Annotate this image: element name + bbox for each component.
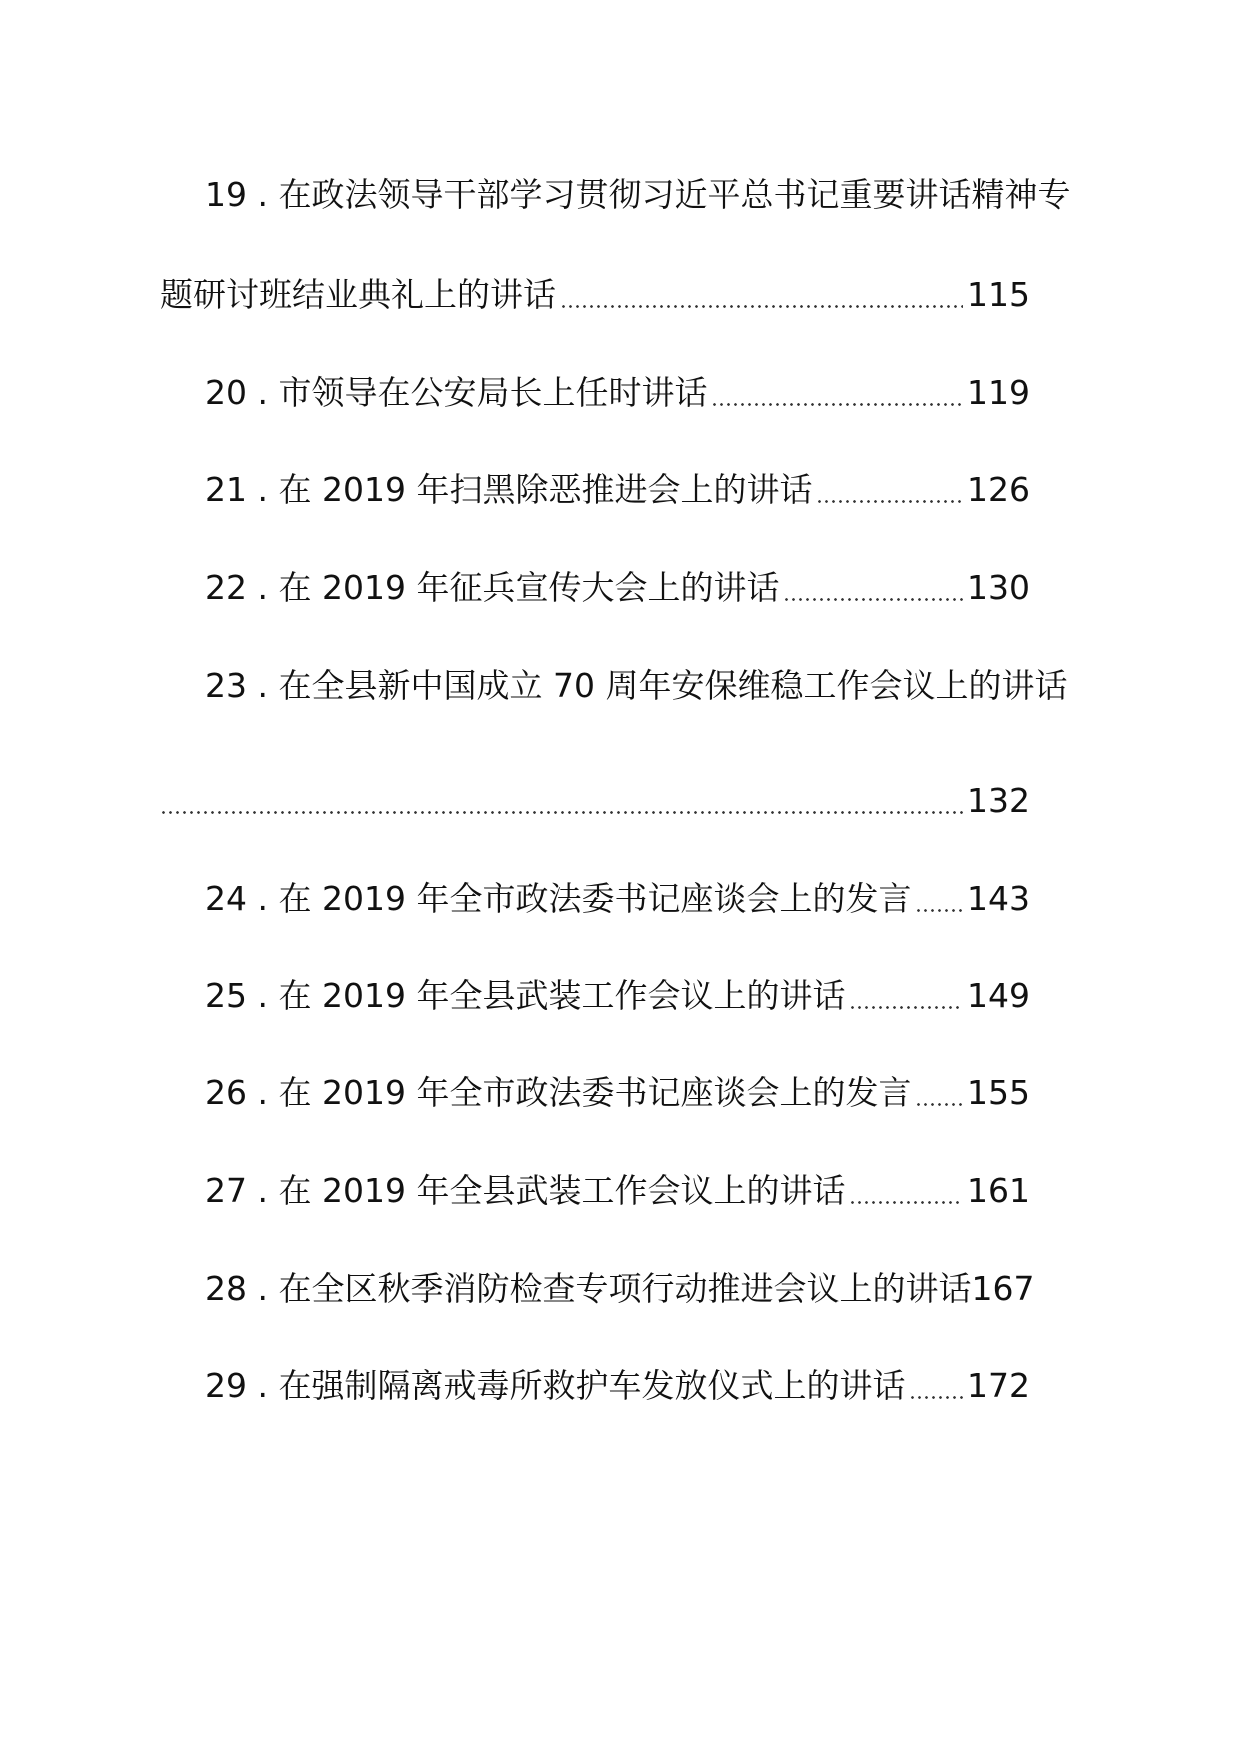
leader-dots <box>849 1201 963 1204</box>
page-number: 143 <box>967 879 1030 918</box>
page-number: 130 <box>967 568 1030 607</box>
entry-number: 28 <box>205 1269 247 1308</box>
number-separator: . <box>247 976 279 1015</box>
entry-title-continued: 题研讨班结业典礼上的讲话 <box>160 275 556 314</box>
page-number: 132 <box>967 781 1030 820</box>
toc-entry-19-line2[interactable] <box>160 272 1030 318</box>
entry-title: 在 2019 年全市政法委书记座谈会上的发言 <box>278 879 912 918</box>
number-separator: . <box>247 470 279 509</box>
entry-number: 21 <box>205 470 247 509</box>
toc-entry-24[interactable] <box>205 876 1030 922</box>
entry-number: 20 <box>205 373 247 412</box>
entry-title: 在 2019 年征兵宣传大会上的讲话 <box>278 568 780 607</box>
entry-number: 27 <box>205 1171 247 1210</box>
page-number: 126 <box>967 470 1030 509</box>
toc-entry-29[interactable] <box>205 1363 1030 1409</box>
entry-number: 24 <box>205 879 247 918</box>
entry-label <box>205 565 779 611</box>
entry-title: 在 2019 年扫黑除恶推进会上的讲话 <box>278 470 813 509</box>
toc-entry-23-line2[interactable] <box>160 778 1030 824</box>
leader-dots <box>909 1396 963 1399</box>
leader-dots <box>560 305 963 308</box>
page-number: 155 <box>967 1073 1030 1112</box>
entry-label <box>205 1168 845 1214</box>
page-number: 119 <box>967 373 1030 412</box>
entry-label <box>205 876 911 922</box>
toc-entry-19-line1 <box>205 172 1070 218</box>
leader-dots <box>783 598 963 601</box>
leader-dots <box>816 500 963 503</box>
toc-entry-23-line1 <box>205 663 1067 709</box>
entry-title: 在全区秋季消防检查专项行动推进会议上的讲话 <box>278 1269 972 1308</box>
entry-number: 19 <box>205 175 247 214</box>
number-separator: . <box>247 879 279 918</box>
page-number: 172 <box>967 1366 1030 1405</box>
entry-number: 29 <box>205 1366 247 1405</box>
leader-dots <box>160 811 963 814</box>
page-number: 161 <box>967 1171 1030 1210</box>
toc-entry-22[interactable] <box>205 565 1030 611</box>
toc-entry-21[interactable] <box>205 467 1030 513</box>
entry-label <box>205 973 845 1019</box>
number-separator: . <box>247 175 279 214</box>
entry-title: 在 2019 年全县武装工作会议上的讲话 <box>278 1171 846 1210</box>
entry-title: 在全县新中国成立 70 周年安保维稳工作会议上的讲话 <box>278 666 1068 705</box>
toc-entry-27[interactable] <box>205 1168 1030 1214</box>
number-separator: . <box>247 1269 279 1308</box>
page-number: 149 <box>967 976 1030 1015</box>
entry-number: 22 <box>205 568 247 607</box>
entry-number: 23 <box>205 666 247 705</box>
leader-dots <box>915 909 963 912</box>
number-separator: . <box>247 666 279 705</box>
number-separator: . <box>247 1073 279 1112</box>
page-number: 167 <box>971 1269 1035 1308</box>
leader-dots <box>849 1006 963 1009</box>
leader-dots <box>915 1103 963 1106</box>
entry-label <box>205 1070 911 1116</box>
entry-title: 在政法领导干部学习贯彻习近平总书记重要讲话精神专 <box>278 175 1071 214</box>
entry-label <box>205 1363 905 1409</box>
entry-number: 26 <box>205 1073 247 1112</box>
entry-title: 市领导在公安局长上任时讲话 <box>278 373 708 412</box>
toc-entry-25[interactable] <box>205 973 1030 1019</box>
number-separator: . <box>247 1366 279 1405</box>
leader-dots <box>711 403 963 406</box>
entry-title: 在 2019 年全县武装工作会议上的讲话 <box>278 976 846 1015</box>
entry-title: 在 2019 年全市政法委书记座谈会上的发言 <box>278 1073 912 1112</box>
number-separator: . <box>247 1171 279 1210</box>
page-number: 115 <box>967 275 1030 314</box>
number-separator: . <box>247 373 279 412</box>
toc-entry-28[interactable] <box>205 1266 1034 1312</box>
entry-number: 25 <box>205 976 247 1015</box>
toc-entry-26[interactable] <box>205 1070 1030 1116</box>
toc-entry-20[interactable] <box>205 370 1030 416</box>
entry-title: 在强制隔离戒毒所救护车发放仪式上的讲话 <box>278 1366 906 1405</box>
entry-label <box>205 467 812 513</box>
number-separator: . <box>247 568 279 607</box>
entry-label <box>205 370 707 416</box>
